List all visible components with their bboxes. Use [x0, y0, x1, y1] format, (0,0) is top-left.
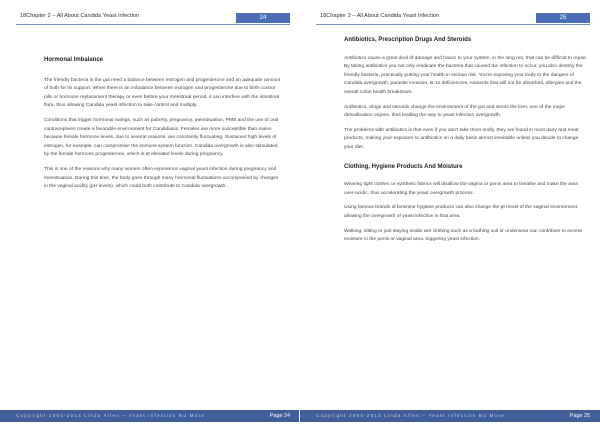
- right-page: [300, 0, 600, 424]
- page-header: [316, 13, 590, 25]
- page-content: [44, 36, 282, 198]
- page-footer: [0, 410, 300, 422]
- paragraph: The problems with antibiotics is that even if you don't take them orally, they are found in most dairy and meat products, making your exposure to antibiotics on a daily basis almost inevitable unless you decide to change your diet.: [344, 127, 579, 150]
- section-heading: Hormonal Imbalance: [44, 57, 104, 63]
- paragraph: Antibiotics, drugs and steroids change the environment of the gut and stress the liver, one of the major detoxification organs, thus leading the way to yeast infection overgrowth.: [344, 104, 566, 119]
- paragraph: Using famous brands of feminine hygiene products can also change the pH level of the vaginal environment, allowing the overgrowth of yeast infection in that area.: [344, 205, 579, 219]
- copyright-text: Copyright 2004-2013 Linda Allen – Yeast Infection No More: [316, 413, 505, 418]
- chapter-title: 18Chapter 2 – All About Candida Yeast Infection: [20, 13, 140, 19]
- paragraph: Conditions that trigger hormonal swings, such as puberty, pregnancy, menstruation, PMS and the use of oral contraceptives create a favorable environment for Candidiasis. Females are more susceptible than males because female hormone levels, due to several reasons, are constantly fluctuating. Sustained high levels of estrogen, for example, can compromise the immune system function. Candida overgrowth is also stimulated by the female hormone progesterone, which is at elevated levels during pregnancy.: [44, 117, 279, 158]
- footer-page-number: Page 25: [569, 413, 590, 419]
- section-heading: Clothing, Hygiene Products And Moisture: [344, 163, 463, 170]
- page-content: [344, 36, 588, 251]
- page-header: [16, 13, 290, 25]
- section-heading: Antibiotics, Prescription Drugs And Steroids: [344, 37, 472, 43]
- paragraph: The friendly bacteria in the gut need a balance between estrogen and progesterone and an adequate amount of both for its support. When there is an imbalance between estrogen and progesterone due to birth control pills or hormone replacement therapy or even before your menstrual period, it can interfere with the intestinal flora, thus allowing Candida yeast infection to take control and multiply.: [44, 77, 281, 109]
- paragraph: This is one of the reasons why many women often experience vaginal yeast infection during pregnancy and menstruation. During this time, the body goes through many hormonal fluctuations accompanied by changes in the vaginal acidity (pH levels), which could both contribute to Candida overgrowth.: [44, 166, 279, 190]
- header-page-number: 24: [236, 13, 290, 23]
- paragraph: Antibiotics cause a great deal of damage and havoc to your system, in the long run, that can be difficult to repair. By taking antibiotics you not only eradicate the bacteria that caused the infection to occur, you also destroy the friendly bacteria, practically putting your health in serious risk. You're exposing your body to the dangers of Candida overgrowth, parasite invasion, B-12 deficiencies, nutrients that will not be absorbed, allergies and the overall colon health breakdown.: [344, 55, 587, 95]
- header-page-number: 25: [536, 13, 590, 23]
- page-footer: [300, 410, 600, 422]
- copyright-text: Copyright 2004-2013 Linda Allen – Yeast Infection No More: [16, 413, 205, 418]
- paragraph: Wearing tight clothes or synthetic fabrics will disallow the vagina or penis area to breathe and make the area over-acidic, thus accelerating the yeast overgrowth process.: [344, 182, 578, 196]
- paragraph: Walking, sitting or just staying inside wet clothing such as a bathing suit or underwear can contribute to excess moisture in the penis or vaginal area, triggering yeast infection.: [344, 228, 583, 243]
- footer-page-number: Page 24: [269, 413, 290, 419]
- chapter-title: 18Chapter 2 – All About Candida Yeast Infection: [320, 13, 440, 19]
